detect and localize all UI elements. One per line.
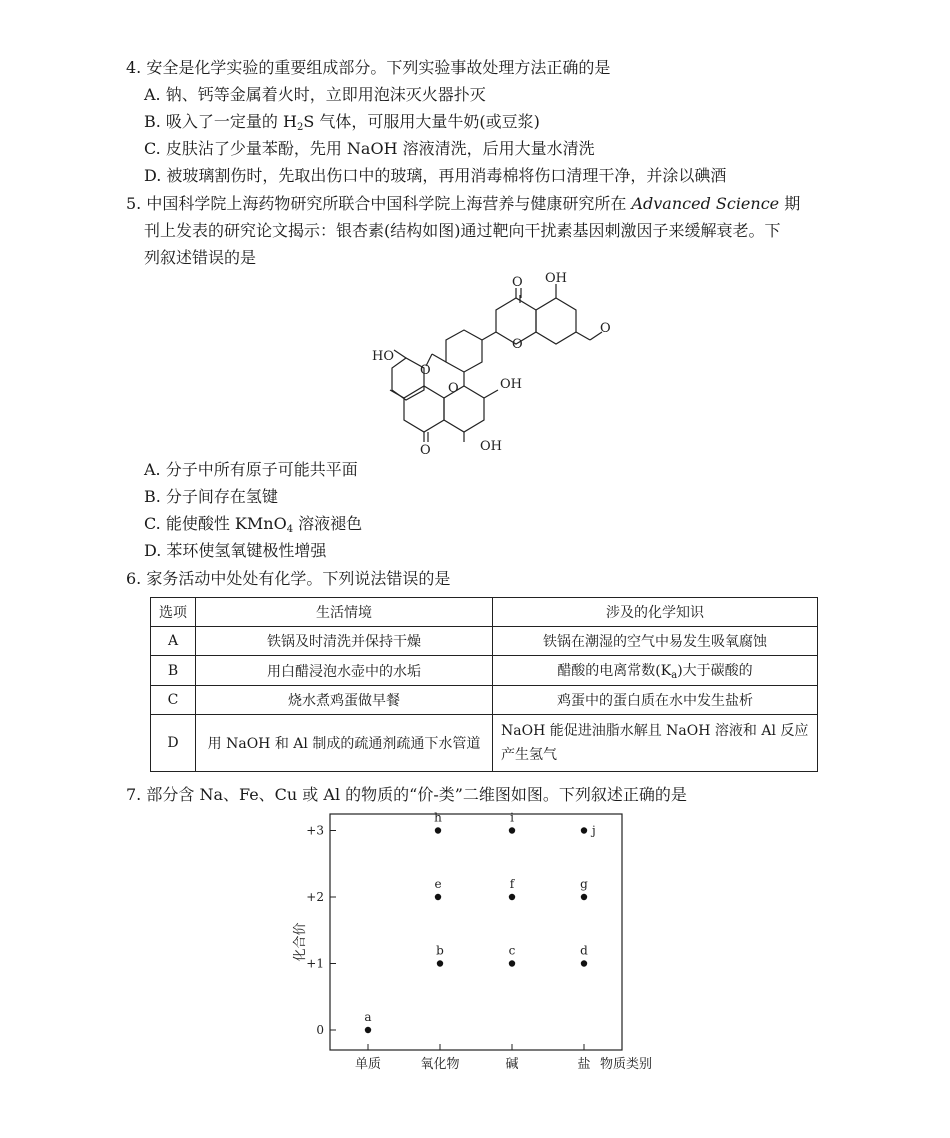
middle-phenyl-ring [446,330,482,372]
point-label-d: d [580,943,588,958]
data-point-a [365,1027,371,1033]
q6-table [150,597,818,772]
point-label-g: g [580,877,588,891]
row-a-knowledge: 铁锅在潮湿的空气中易发生吸氧腐蚀 [493,627,818,656]
point-label-a: a [364,1010,372,1024]
data-point-e [435,894,441,900]
point-label-b: b [436,943,444,958]
q4-option-b-text2: S 气体，可服用大量牛奶(或豆浆) [303,112,540,131]
q5-option-c-text1: C. 能使酸性 KMnO [144,514,287,533]
q5-option-b: B. 分子间存在氢键 [144,487,278,506]
q5-journal: Advanced Science [631,194,780,213]
row-a-scene: 铁锅及时清洗并保持干燥 [196,627,493,656]
table-row [151,656,818,686]
data-point-b [437,960,443,966]
q4-option-c: C. 皮肤沾了少量苯酚，先用 NaOH 溶液清洗，后用大量水清洗 [144,139,595,158]
q5-option-c [144,513,362,541]
data-point-f [509,894,515,900]
label-o-ring-left: O [448,381,459,396]
q4-option-a: A. 钠、钙等金属着火时，立即用泡沫灭火器扑灭 [144,85,486,104]
table-row [151,627,818,656]
y-tick-label: 0 [316,1023,324,1037]
q4-stem: 4. 安全是化学实验的重要组成部分。下列实验事故处理方法正确的是 [126,58,611,77]
q4-option-d: D. 被玻璃割伤时，先取出伤口中的玻璃，再用消毒棉将伤口清理干净，并涂以碘酒 [144,166,727,185]
q5-option-c-sub: 4 [286,524,294,535]
row-b-option: B [151,656,196,686]
lower-pyranone-ring [404,386,444,432]
row-d-scene: 用 NaOH 和 Al 制成的疏通剂疏通下水管道 [196,715,493,772]
q5-stem-line3: 列叙述错误的是 [144,248,257,267]
q7-stem: 7. 部分含 Na、Fe、Cu 或 Al 的物质的“价-类”二维图如图。下列叙述正确的是 [126,785,687,804]
row-b-knowledge-sub: a [671,670,678,681]
x-tick-label: 氧化物 [420,1057,460,1072]
chart-ylabel: 化合价 [293,922,308,962]
point-label-j: j [592,823,596,838]
label-oh-bottom: OH [480,439,502,454]
q5-stem-text1: 5. 中国科学院上海药物研究所联合中国科学院上海营养与健康研究所在 [126,194,632,213]
row-d-knowledge-line1: NaOH 能促进油脂水解且 NaOH 溶液和 Al 反应 [501,723,809,739]
y-tick-label: +2 [306,890,324,904]
label-o-methoxy-mid: O [420,363,431,378]
point-label-c: c [508,943,516,958]
q5-stem-text2: 期 [779,194,801,213]
data-point-d [581,960,587,966]
data-point-g [581,894,587,900]
x-tick-label: 单质 [354,1057,382,1072]
q4-option-b-sub: 2 [296,122,304,133]
row-a-option: A [151,627,196,656]
label-oh-top: OH [545,271,567,286]
row-b-scene: 用白醋浸泡水壶中的水垢 [196,656,493,686]
data-point-h [435,827,441,833]
data-point-c [509,960,515,966]
y-tick-label: +1 [306,956,324,971]
q5-stem-line2: 刊上发表的研究论文揭示：银杏素(结构如图)通过靶向干扰素基因刺激因子来缓解衰老。下 [144,221,781,240]
x-tick-label: 碱 [505,1057,519,1072]
point-label-h: h [434,810,442,825]
header-knowledge: 涉及的化学知识 [493,598,818,627]
label-o-methoxy-right: O [600,321,611,336]
q5-option-a: A. 分子中所有原子可能共平面 [144,460,358,479]
label-ho-left: HO [372,349,394,364]
row-d-knowledge [493,715,818,772]
label-oh-mid: OH [500,377,522,392]
point-label-f: f [509,877,515,891]
row-c-scene: 烧水煮鸡蛋做早餐 [196,686,493,715]
row-c-option: C [151,686,196,715]
row-b-knowledge-text2: )大于碳酸的 [677,663,753,679]
row-d-knowledge-line2: 产生氢气 [501,747,557,763]
point-label-i: i [510,810,514,825]
row-d-option: D [151,715,196,772]
header-option: 选项 [151,598,196,627]
q5-option-d: D. 苯环使氢氧键极性增强 [144,541,327,560]
ginkgetin-structure [360,270,620,455]
upper-benzo-ring [536,298,576,344]
q4-option-b-text1: B. 吸入了一定量的 H [144,112,297,131]
chart-xlabel: 物质类别 [600,1057,653,1072]
q4-option-b [144,111,540,139]
chart-frame [330,814,622,1050]
data-point-j [581,827,587,833]
label-o-top: O [512,275,523,290]
table-row [151,715,818,772]
data-point-i [509,827,515,833]
q7-chart [290,810,680,1075]
x-tick-label: 盐 [577,1057,591,1072]
table-row [151,686,818,715]
label-o-ring-right: O [512,337,523,352]
row-c-knowledge: 鸡蛋中的蛋白质在水中发生盐析 [493,686,818,715]
row-b-knowledge-text1: 醋酸的电离常数(K [557,663,672,679]
q6-stem: 6. 家务活动中处处有化学。下列说法错误的是 [126,569,451,588]
q5-option-c-text2: 溶液褪色 [293,514,363,533]
label-o-bottom: O [420,443,431,455]
header-scene: 生活情境 [196,598,493,627]
y-tick-label: +3 [306,823,324,838]
point-label-e: e [434,877,442,891]
row-b-knowledge [493,656,818,686]
q5-stem-line1 [126,193,800,215]
table-header-row [151,598,818,627]
